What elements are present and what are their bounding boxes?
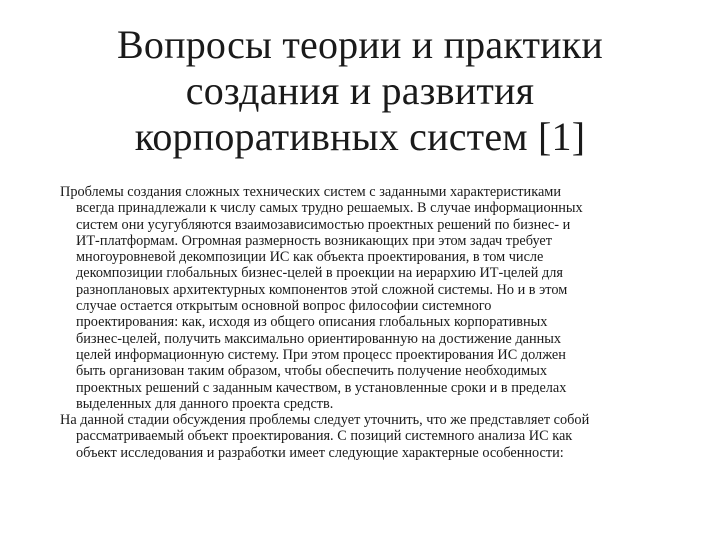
slide-body <box>60 184 664 461</box>
text-line: рассматриваемый объект проектирования. С позиций системного анализа ИС как <box>76 428 573 445</box>
text-line: целей информационную систему. При этом процесс проектирования ИС должен <box>76 346 566 363</box>
text-line: быть организован таким образом, чтобы обеспечить получение необходимых <box>76 363 547 380</box>
text-line: многоуровневой декомпозиции ИС как объекта проектирования, в том числе <box>76 249 544 266</box>
paragraph-object <box>60 412 664 461</box>
title-line: Вопросы теории и практики <box>117 22 603 67</box>
text-line: Проблемы создания сложных технических систем с заданными характеристиками <box>60 184 561 200</box>
text-line: всегда принадлежали к числу самых трудно решаемых. В случае информационных <box>76 200 583 217</box>
text-line: На данной стадии обсуждения проблемы следует уточнить, что же представляет собой <box>60 412 590 429</box>
text-line: ИТ-платформам. Огромная размерность возникающих при этом задач требует <box>76 232 553 249</box>
paragraph-problems <box>60 184 664 412</box>
text-line: выделенных для данного проекта средств. <box>76 395 334 412</box>
text-line: проектирования: как, исходя из общего описания глобальных корпоративных <box>76 314 548 331</box>
title-line: создания и развития <box>185 68 535 113</box>
text-line: систем они усугубляются взаимозависимостью проектных решений по бизнес- и <box>76 216 571 233</box>
text-line: бизнес-целей, получить максимально ориентированную на достижение данных <box>76 330 561 347</box>
text-line: декомпозиции глобальных бизнес-целей в проекции на иерархию ИТ-целей для <box>76 265 563 282</box>
text-line: объект исследования и разработки имеет следующие характерные особенности: <box>76 444 564 461</box>
title-line: корпоративных систем [1] <box>134 114 586 159</box>
text-line: случае остается открытым основной вопрос философии системного <box>76 298 492 315</box>
text-line: разноплановых архитектурных компонентов этой сложной системы. Но и в этом <box>76 281 568 298</box>
slide-title <box>60 22 660 160</box>
text-line: проектных решений с заданным качеством, в установленные сроки и в пределах <box>76 379 567 396</box>
